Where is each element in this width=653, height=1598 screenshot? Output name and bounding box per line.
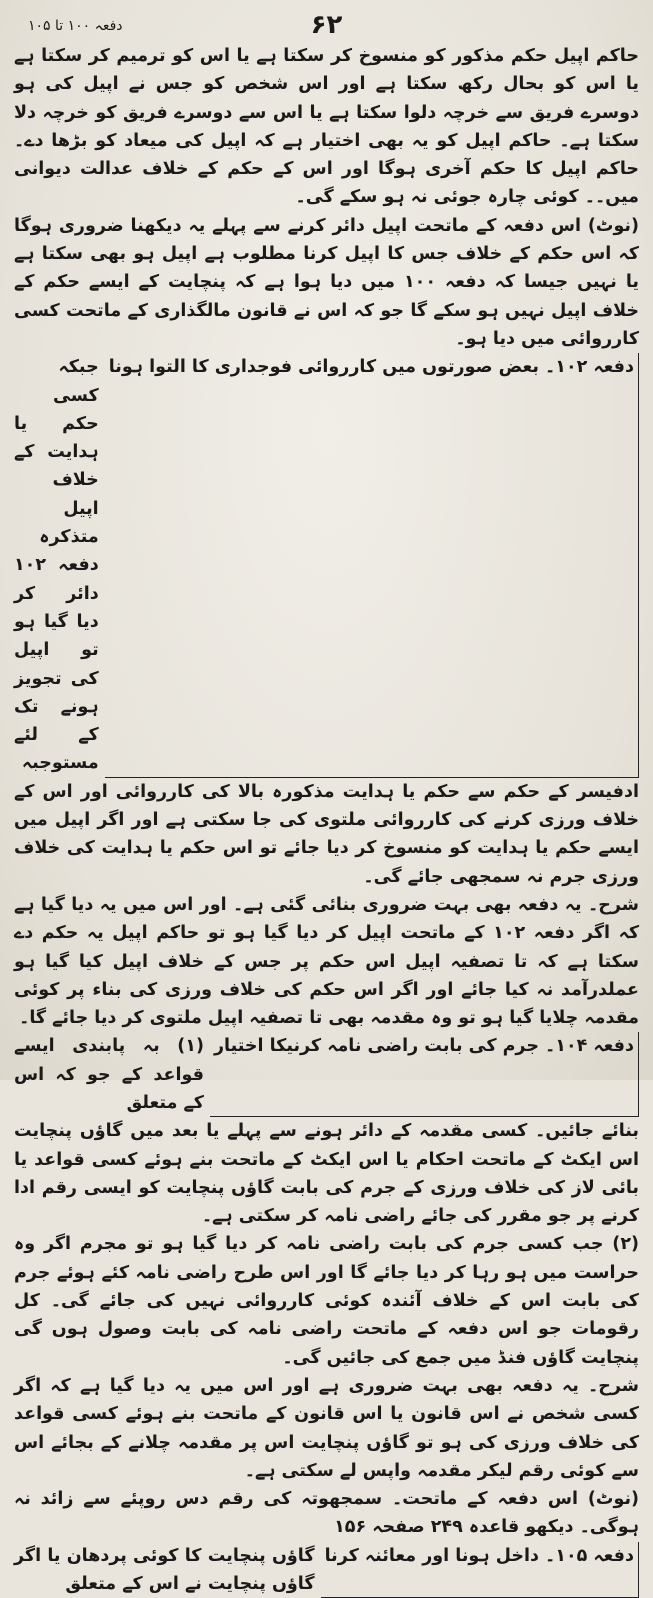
note-paragraph xyxy=(14,212,639,353)
note-text: اس دفعہ کے ماتحت اپیل دائر کرنے سے پہلے یہ دیکھنا ضروری ہوگا کہ اس حکم کے خلاف جس کا اپیل کرنا مطلوب ہے اپیل ہو بھی سکتا ہے یا نہیں جیسا کہ دفعہ ۱۰۰ میں دیا ہوا ہے کہ پنچایت کے ایسے حکم کے خلاف اپیل نہیں ہو سکے گا جو کہ اس نے قانون مالگذاری کے ماتحت کسی کارروائی میں دیا ہو۔ xyxy=(14,215,639,349)
commentary-label: شرح۔ xyxy=(588,894,640,915)
commentary-text: یہ دفعہ بھی بہت ضروری ہے اور اس میں یہ دیا گیا ہے کہ اگر کسی شخص نے اس قانون یا اس قانون کے ماتحت بنے ہوئے کسی قواعد کی خلاف ورزی کی ہو تو گاؤں پنچایت اس پر مقدمہ چلانے کے بجائے اس سے کوئی رقم لیکر مقدمہ واپس لے سکتی ہے۔ xyxy=(14,1375,639,1481)
section-102-body: ادفیسر کے حکم سے حکم یا ہدایت مذکورہ بالا کی کارروائی اور اس کے خلاف ورزی کرنے کی کارروائی ملتوی کی جا سکتی ہے اور اگر اپیل میں ایسے حکم یا ہدایت کو منسوخ کر دیا جائے تو اس حکم یا ہدایت کی خلاف ورزی جرم نہ سمجھی جائے گی۔ xyxy=(14,781,639,887)
section-102-heading: دفعہ ۱۰۲۔ بعض صورتوں میں کارروائی فوجداری کا التوا ہونا xyxy=(105,353,639,777)
section-105-heading-row xyxy=(14,1542,639,1598)
page-header xyxy=(14,8,639,42)
note-label: (نوٹ) xyxy=(587,215,639,236)
section-range: دفعہ ۱۰۰ تا ۱۰۵ xyxy=(28,18,123,34)
page-number: ۶۲ xyxy=(310,10,343,40)
commentary-label: شرح۔ xyxy=(588,1375,639,1396)
page-body xyxy=(14,42,639,1598)
section-105-heading: دفعہ ۱۰۵۔ داخل ہونا اور معائنہ کرنا xyxy=(321,1542,639,1598)
commentary-paragraph-1 xyxy=(14,891,639,1032)
section-102-intro: جبکہ کسی حکم یا ہدایت کے خلاف اپیل متذکرہ دفعہ ۱۰۲ دائر کر دیا گیا ہو تو اپیل کی تجویز ہونے تک کے لئے مستوجبہ xyxy=(14,357,99,774)
section-105-intro: گاؤں پنچایت کا کوئی پردھان یا اگر گاؤں پنچایت نے اس کے متعلق xyxy=(14,1545,315,1595)
paragraph-appeal-powers: حاکم اپیل حکم مذکور کو منسوخ کر سکتا ہے یا اس کو ترمیم کر سکتا ہے یا اس کو بحال رکھ سکتا ہے اور اس شخص کو جس نے اپیل کی ہو دوسرے فریق سے خرچہ دلوا سکتا ہے یا اس سے دوسرے فریق کو خرچہ دلا سکتا ہے۔ حاکم اپیل کو یہ بھی اختیار ہے کہ اپیل کی میعاد کو بڑھا دے۔ حاکم اپیل کا حکم آخری ہوگا اور اس کے حکم کے خلاف عدالت دیوانی میں۔۔ کوئی چارہ جوئی نہ ہو سکے گی۔ xyxy=(14,46,639,208)
section-102-heading-row xyxy=(14,353,639,777)
note-paragraph-2 xyxy=(14,1485,639,1542)
commentary-paragraph-2 xyxy=(14,1372,639,1485)
section-104-intro: (۱) بہ پابندی ایسے قواعد کے جو کہ اس کے متعلق xyxy=(14,1036,204,1113)
section-104-heading-row xyxy=(14,1032,639,1117)
section-104-subsection-2: (۲) جب کسی جرم کی بابت راضی نامہ کر دیا گیا ہو تو مجرم اگر وہ حراست میں ہو رہا کر دیا جائے گا اور اس طرح راضی نامہ کئے ہوئے جرم کی بابت اس کے خلاف آئندہ کوئی کارروائی نہیں کی جائے گی۔ کل رقومات جو اس دفعہ کے ماتحت راضی نامہ کی بابت وصول ہوں گی پنچایت گاؤں فنڈ میں جمع کی جائیں گی۔ xyxy=(14,1234,639,1368)
note-label: (نوٹ) xyxy=(587,1489,640,1510)
section-104-body: بنائے جائیں۔ کسی مقدمہ کے دائر ہونے سے پہلے یا بعد میں گاؤں پنچایت اس ایکٹ کے ماتحت احکام یا اس ایکٹ کے ماتحت بنے ہوئے کسی قواعد یا بائی لاز کی خلاف ورزی کے جرم کی بابت گاؤں پنچایت کو ایسی رقم ادا کرنے پر جو مقرر کی جائے راضی نامہ کر سکتی ہے۔ xyxy=(14,1121,639,1227)
commentary-text: یہ دفعہ بھی بہت ضروری بنائی گئی ہے۔ اور اس میں یہ دیا گیا ہے کہ اگر دفعہ ۱۰۲ کے ماتحت اپیل کر دیا گیا ہو تو حاکم اپیل یہ حکم دے سکتا ہے کہ تا تصفیہ اپیل اس حکم پر جس کے خلاف اپیل کیا گیا ہو عملدرآمد نہ کیا جائے اور اگر اس حکم کی خلاف ورزی کی بناء پر کوئی مقدمہ چلایا گیا ہو تو وہ مقدمہ بھی تا تصفیہ اپیل ملتوی کر دیا جائے گا۔ xyxy=(14,894,640,1029)
note-text: اس دفعہ کے ماتحت۔ سمجھوتہ کی رقم دس روپئے سے زائد نہ ہوگی۔ دیکھو قاعدہ ۲۴۹ صفحہ ۱۵۶ xyxy=(14,1489,639,1538)
section-104-heading: دفعہ ۱۰۴۔ جرم کی بابت راضی نامہ کرنیکا اختیار xyxy=(210,1032,639,1117)
